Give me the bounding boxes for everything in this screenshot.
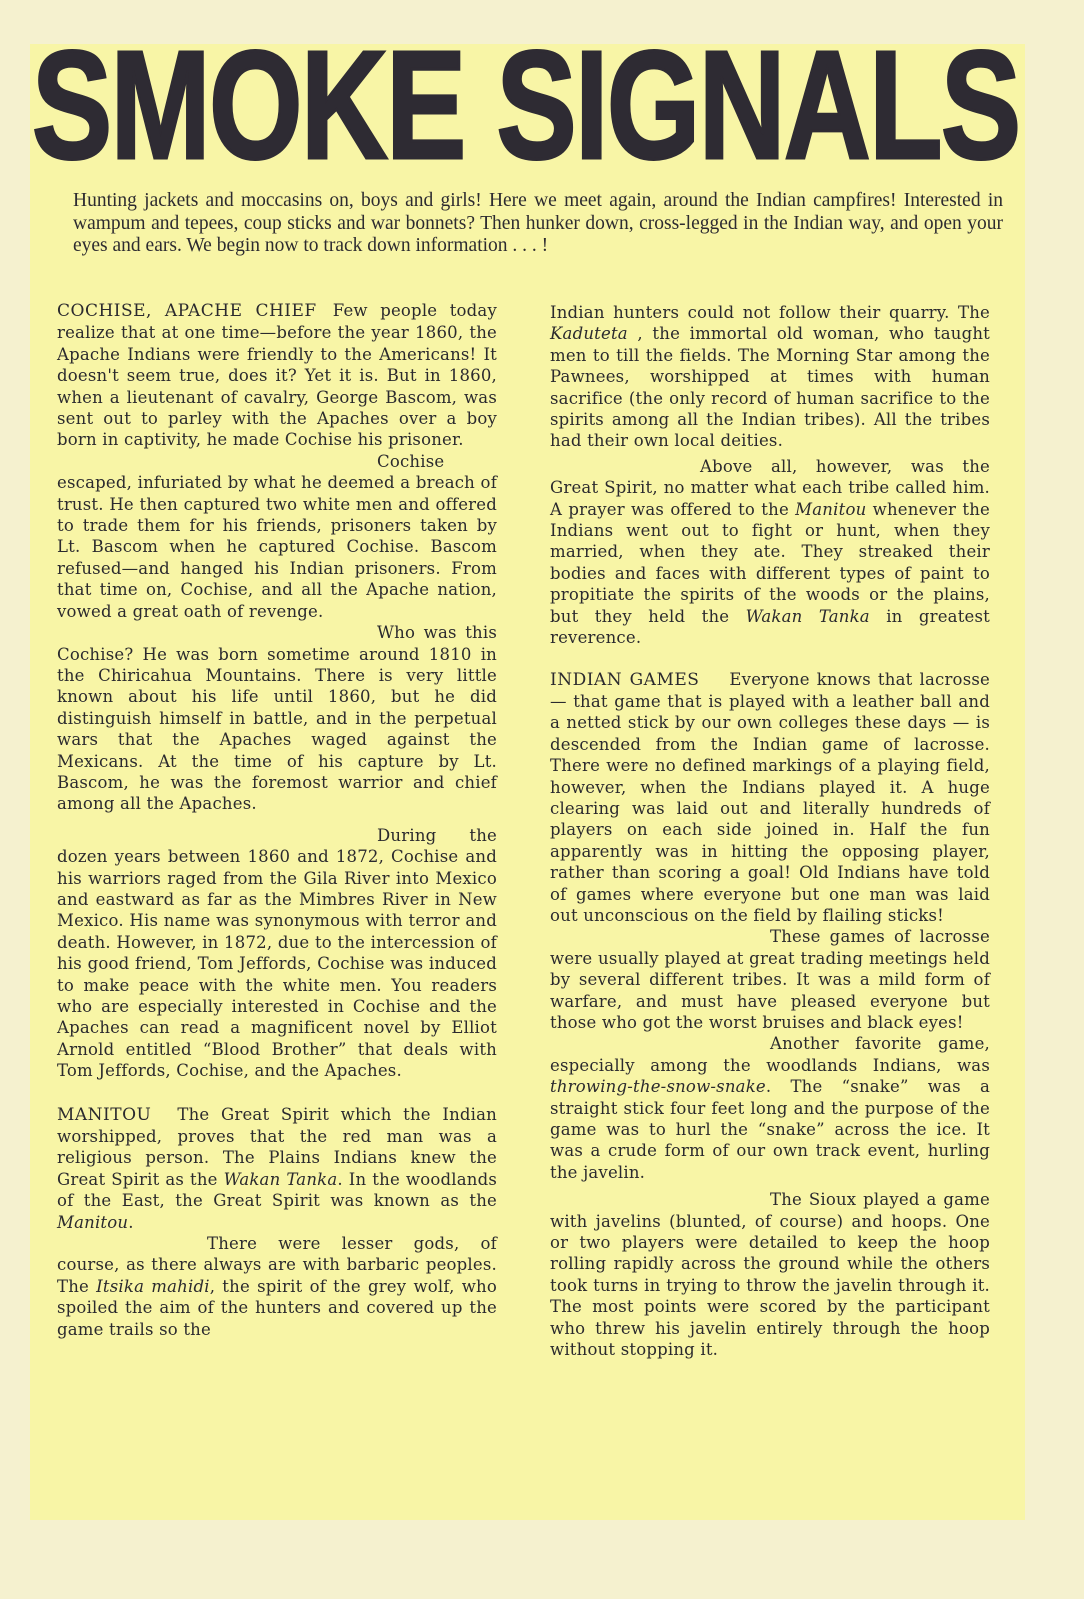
manitou-p2-c: , the immortal old woman, who taught men to till the fields. The Morning Star among the Pawnees, worshipped at times with human sacrifice (the only record of human sacrifice to the spirits among all the Indian tribes). All the tribes had their own local deities. [550,324,990,451]
games-section [550,669,990,927]
cochise-paragraph-2: Cochise escaped, infuriated by what he deemed a breach of trust. He then captured two white men and offered to trade them for his friends, prisoners taken by Lt. Bascom when he captured Cochise. Bascom refused—and hanged his Indian prisoners. From that time on, Cochise, and all the Apache nation, vowed a great oath of revenge. [57,451,497,621]
term-itsika-mahidi: Itsika mahidi [96,1276,210,1296]
games-lead-paragraph: Everyone knows that lacrosse — that game that is played with a leather ball and a netted stick by our own colleges these days — is descended from the Indian game of lacrosse. There were no defined markings of a playing field, however, when the Indians played it. A huge clearing was laid out and literally hundreds of players on each side joined in. Half the fun apparently was in hitting the opposing player, rather than scoring a goal! Old Indians have told of games where everyone but one man was laid out unconscious on the field by flailing sticks! [550,669,990,925]
term-wakan-tanka-2: Wakan Tanka [745,606,870,626]
manitou-paragraph-2-continued [550,302,990,452]
term-wakan-tanka: Wakan Tanka [223,1169,338,1189]
manitou-p2-b-continued: Indian hunters could not follow their quarry. The [550,303,990,322]
games-paragraph-3 [550,1033,990,1183]
intro-paragraph: Hunting jackets and moccasins on, boys and girls! Here we meet again, around the Indian campfires! Interested in wampum and tepees, coup sticks and war bonnets? Then hunker down, cross-legged in the Indian way, and open your eyes and ears. We begin now to track down information . . . ! [73,190,1003,256]
manitou-paragraph-2 [57,1233,497,1340]
manitou-p3-b: whenever the Indians went out to fight or hunt, when they married, when they ate. They streaked their bodies and faces with different types of paint to propitiate the spirits of the woods or the plains, but they held the [550,499,990,626]
manitou-lead-c: . [128,1212,134,1232]
manitou-section [57,1104,497,1233]
manitou-p3-a: Above all, however, was the Great Spirit, no matter what each tribe called him. A prayer was offered to the [550,456,990,519]
manitou-p2-a: There were lesser gods, of course, as there always are with barbaric peoples. The [57,1234,497,1296]
games-p3-b: . The “snake” was a straight stick four feet long and the purpose of the game was to hurl the “snake” across the ice. It was a crude form of our own track event, hurling the javelin. [550,1077,990,1182]
manitou-paragraph-3 [550,456,990,649]
term-kaduteta: Kaduteta [550,324,628,344]
term-manitou: Manitou [57,1212,129,1232]
manitou-lead-a: The Great Spirit which the Indian worshipped, proves that the red man was a religious person. The Plains Indians knew the Great Spirit as the [57,1104,497,1189]
left-column [57,300,497,1340]
games-paragraph-2: These games of lacrosse were usually played at great trading meetings held by several different tribes. It was a mild form of warfare, and must have pleased everyone but those who got the worst bruises and black eyes! [550,927,990,1032]
manitou-p3-c: in greatest reverence. [550,606,990,648]
section-heading-games: INDIAN GAMES [550,669,700,690]
cochise-lead-wrap [57,300,497,451]
page-title: SMOKE SIGNALS [32,19,1020,191]
cochise-paragraph-3: Who was this Cochise? He was born sometime around 1810 in the Chiricahua Mountains. There is very little known about his life until 1860, but he did distinguish himself in battle, and in the perpetual wars that the Apaches waged against the Mexicans. At the time of his capture by Lt. Bascom, he was the foremost warrior and chief among all the Apaches. [57,623,497,814]
cochise-lead-paragraph: Few people today realize that at one time—before the year 1860, the Apache Indians were friendly to the Americans! It doesn't seem true, does it? Yet it is. But in 1860, when a lieutenant of cavalry, George Bascom, was sent out to parley with the Apaches over a boy born in captivity, he made Cochise his prisoner. [57,301,497,450]
term-manitou-2: Manitou [795,499,867,519]
games-p3-a: Another favorite game, especially among the woodlands Indians, was [550,1034,990,1075]
games-paragraph-4: The Sioux played a game with javelins (blunted, of course) and hoops. One or two players were detailed to keep the hoop rolling rapidly across the ground while the others took turns in trying to throw the javelin through it. The most points were scored by the participant who threw his javelin entirely through the hoop without stopping it. [550,1190,990,1360]
cochise-paragraph-4: During the dozen years between 1860 and 1872, Cochise and his warriors raged from the Gila River into Mexico and eastward as far as the Mimbres River in New Mexico. His name was synonymous with terror and death. However, in 1872, due to the intercession of his good friend, Tom Jeffords, Cochise was induced to make peace with the white men. You readers who are especially interested in Cochise and the Apaches can read a magnificent novel by Elliot Arnold entitled “Blood Brother” that deals with Tom Jeffords, Cochise, and the Apaches. [57,825,497,1081]
section-heading-cochise: COCHISE, APACHE CHIEF [57,301,317,321]
manitou-lead-b: . In the woodlands of the East, the Great Spirit was known as the [57,1169,498,1211]
term-snow-snake: throwing-the-snow-snake [550,1077,766,1097]
cochise-section [57,300,497,451]
manitou-p2-b: , the spirit of the grey wolf, who spoiled the aim of the hunters and covered up the game trails so the [57,1276,497,1339]
section-heading-manitou: MANITOU [57,1104,152,1125]
right-column [550,302,990,1361]
